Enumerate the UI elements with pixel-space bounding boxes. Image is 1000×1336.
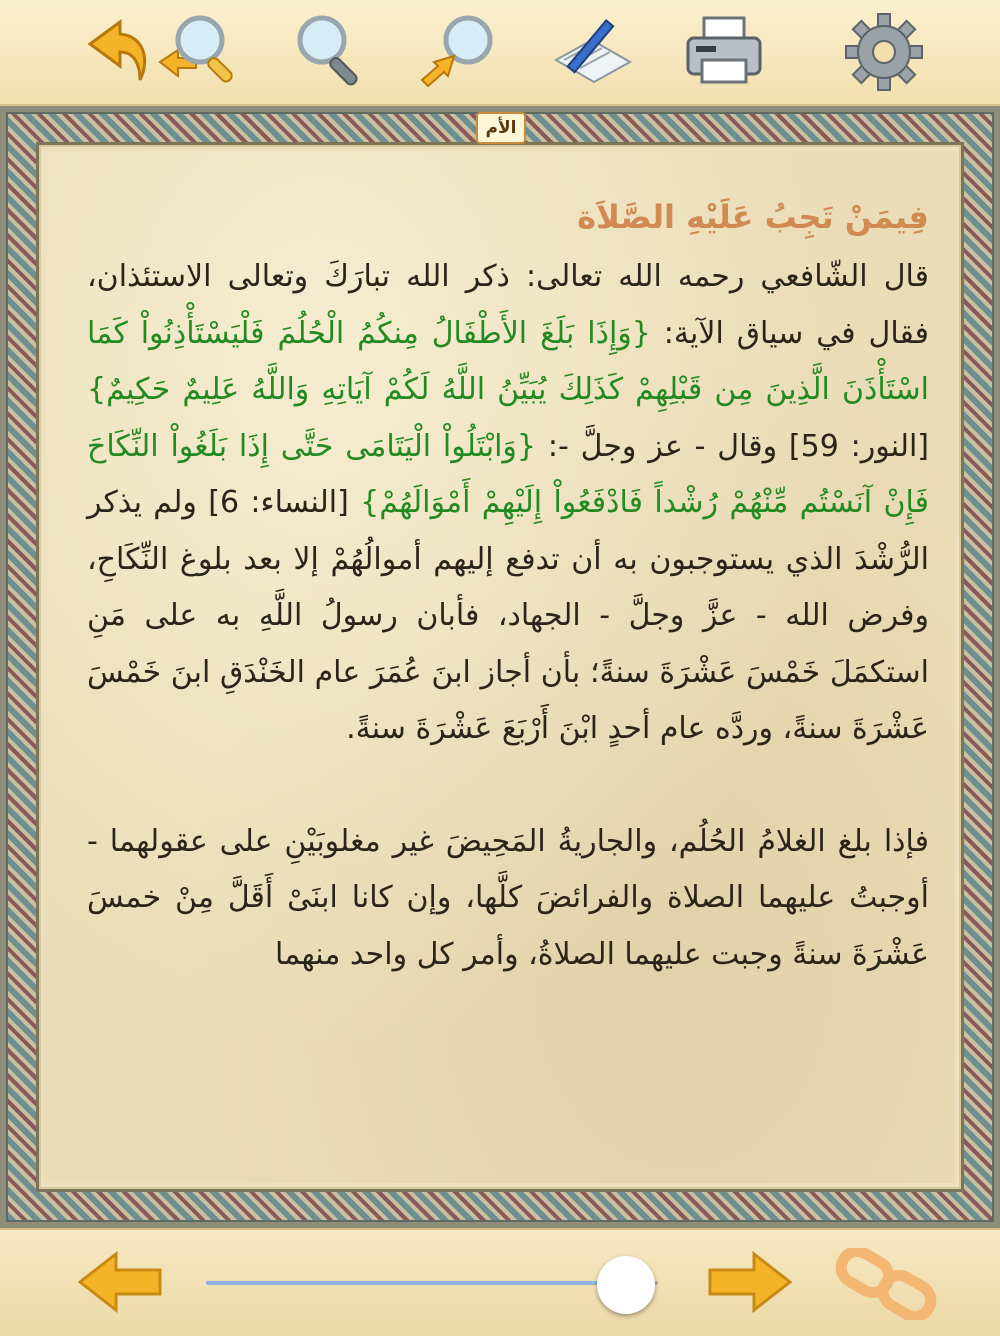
link-chain-icon	[832, 1248, 942, 1320]
zoom-out-icon	[156, 10, 240, 94]
zoom-in-icon	[418, 10, 502, 94]
prev-arrow-icon	[76, 1250, 166, 1314]
zoom-in-button[interactable]	[412, 8, 508, 96]
settings-gear-icon	[842, 10, 926, 94]
link-button[interactable]	[832, 1248, 942, 1320]
book-page[interactable]	[45, 151, 955, 1183]
bottom-toolbar	[0, 1228, 1000, 1336]
page-inner-border	[36, 142, 964, 1192]
text-segment: [النور: 59] وقال - عز وجلَّ -:	[536, 428, 929, 464]
page-slider-thumb[interactable]	[597, 1256, 655, 1314]
paragraph-2: فإذا بلغ الغلامُ الحُلُم، والجاريةُ المَحِيضَ غير مغلوبَيْنِ على عقولهما - أوجبتُ عليهما الصلاة والفرائضَ كلَّها، وإن كانا ابنَىْ أَقَلَّ مِنْ خمسَ عَشْرَةَ سنةً وجبت عليهما الصلاةُ، وأمر كل واحد منهما	[87, 823, 929, 972]
search-icon	[288, 10, 372, 94]
page-frame	[0, 106, 1000, 1228]
notes-button[interactable]	[544, 8, 640, 96]
text-segment: [النساء: 6] ولم يذكر الرُّشْدَ الذي يستوجبون به أن تدفع إليهم أموالُهُمْ إلا بعد بلوغ النِّكَاحِ، وفرض الله - عزَّ وجلَّ - الجهاد، فأبان رسولُ اللَّهِ به على مَنِ استكمَلَ خَمْسَ عَشْرَةَ سنةً؛ بأن أجاز ابنَ عُمَرَ عام الخَنْدَقِ ابنَ خَمْسَ عَشْرَةَ سنةً، وردَّه عام أحدٍ ابْنَ أَرْبَعَ عَشْرَةَ سنةً.	[87, 485, 929, 746]
search-button[interactable]	[282, 8, 378, 96]
print-button[interactable]	[676, 8, 772, 96]
paragraph-1	[87, 249, 929, 758]
page-content	[87, 187, 929, 983]
text-segment: قال الشّافعي رحمه الله تعالى: ذكر الله تبارَكَ وتعالى الاستئذان، فقال في سياق الآية:	[87, 259, 929, 351]
quran-verse: {وَإِذَا بَلَغَ الأَطْفَالُ مِنكُمُ الْحُلُمَ فَلْيَسْتَأْذِنُواْ كَمَا اسْتَأْذَنَ الَّذِينَ مِن قَبْلِهِمْ كَذَلِكَ يُبَيِّنُ اللَّهُ لَكُمْ آيَاتِهِ وَاللَّهُ عَلِيمٌ حَكِيمٌ}	[87, 315, 929, 407]
printer-icon	[682, 10, 766, 94]
book-tab-label: الأم	[476, 112, 526, 144]
edit-notes-icon	[550, 10, 634, 94]
previous-page-button[interactable]	[76, 1250, 166, 1314]
next-page-button[interactable]	[704, 1250, 794, 1314]
zoom-out-button[interactable]	[150, 8, 246, 96]
page-slider-fill	[206, 1281, 626, 1285]
page-slider-track[interactable]	[206, 1281, 658, 1285]
quran-verse: {وَابْتَلُواْ الْيَتَامَى حَتَّى إِذَا بَلَغُواْ النِّكَاحَ فَإِنْ آنَسْتُم مِّنْهُمْ رُشْداً فَادْفَعُواْ إِلَيْهِمْ أَمْوَالَهُمْ}	[87, 428, 930, 520]
next-arrow-icon	[704, 1250, 794, 1314]
top-toolbar	[0, 0, 1000, 106]
chapter-title: فِيمَنْ تَجِبُ عَلَيْهِ الصَّلاَة	[577, 198, 929, 236]
settings-button[interactable]	[836, 8, 932, 96]
paragraph-gap	[87, 758, 929, 814]
